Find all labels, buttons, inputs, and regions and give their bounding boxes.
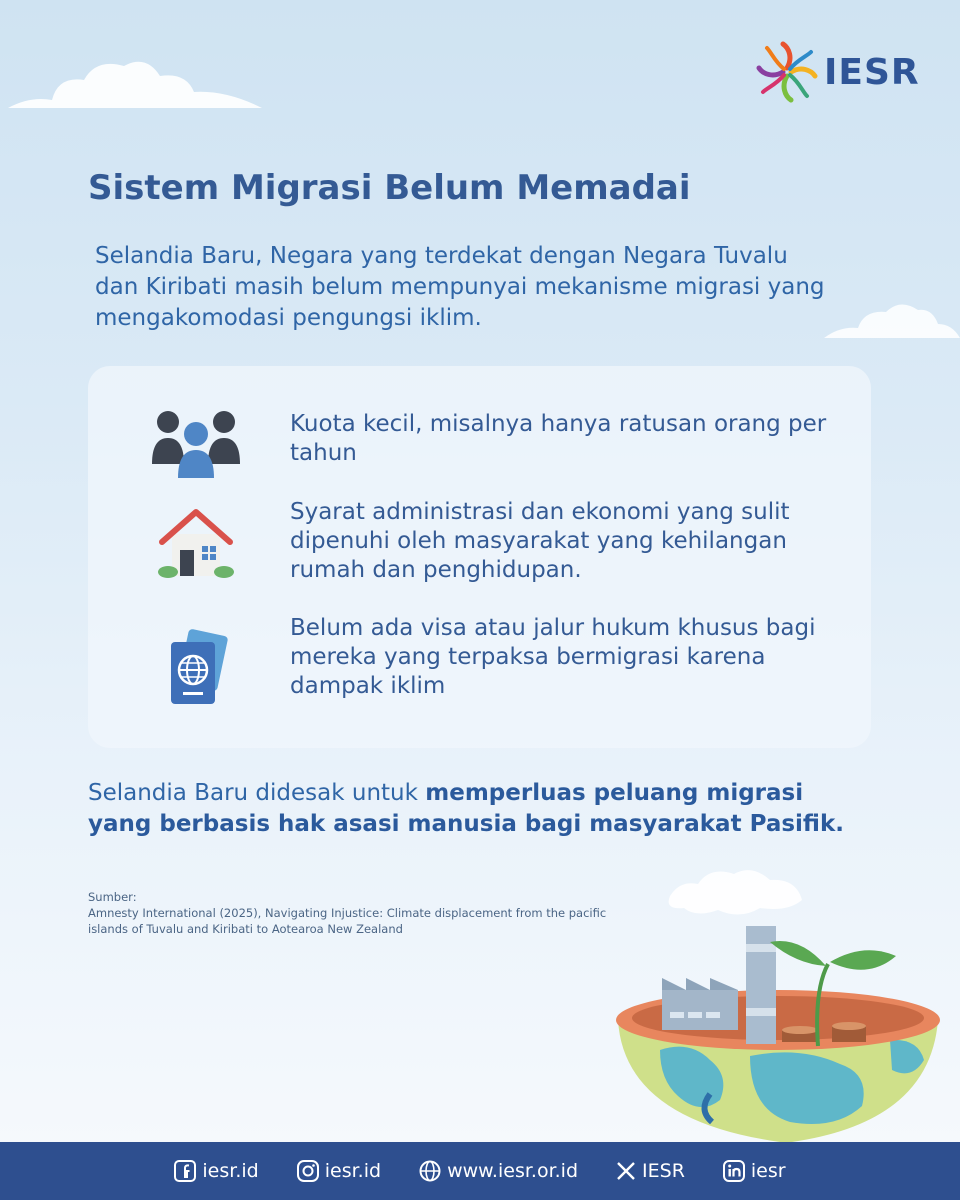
footer-linkedin[interactable] [723, 1160, 786, 1182]
x-logo-icon [616, 1161, 636, 1181]
footer-instagram[interactable] [297, 1160, 381, 1182]
source-text: Amnesty International (2025), Navigating Injustice: Climate displacement from the pacific islands of Tuvalu and Kiribati to Aotearoa New Zealand [88, 906, 607, 936]
source-label: Sumber: [88, 890, 137, 904]
source-citation [88, 889, 608, 937]
footer-linkedin-label: iesr [750, 1160, 786, 1182]
logo-text: IESR [824, 51, 920, 93]
passport-icon [146, 628, 246, 708]
globe-icon [419, 1160, 441, 1182]
item-text: Belum ada visa atau jalur hukum khusus bagi mereka yang terpaksa bermigrasi karena dampak iklim [290, 615, 816, 699]
footer-facebook[interactable] [174, 1160, 258, 1182]
house-icon [146, 502, 246, 582]
intro-paragraph: Selandia Baru, Negara yang terdekat dengan Negara Tuvalu dan Kiribati masih belum mempunyai mekanisme migrasi yang mengakomodasi pengungsi iklim. [95, 243, 825, 331]
footer-facebook-label: iesr.id [202, 1160, 259, 1182]
iesr-logo-mark-icon [756, 41, 818, 103]
iesr-logo [756, 38, 926, 106]
item-text: Syarat administrasi dan ekonomi yang sulit dipenuhi oleh masyarakat yang kehilangan rumah dan penghidupan. [290, 499, 790, 583]
conclusion-prefix: Selandia Baru didesak untuk [88, 780, 426, 806]
item-text: Kuota kecil, misalnya hanya ratusan orang per tahun [290, 411, 827, 466]
facebook-icon [174, 1160, 196, 1182]
linkedin-icon [723, 1160, 745, 1182]
page-title: Sistem Migrasi Belum Memadai [88, 168, 691, 208]
people-group-icon [146, 404, 246, 484]
conclusion-paragraph [88, 778, 848, 840]
instagram-icon [297, 1160, 319, 1182]
cloud-top-left-illustration [0, 50, 270, 120]
conclusion-emphasis: memperluas peluang migrasi yang berbasis hak asasi manusia bagi masyarakat Pasifik. [88, 780, 844, 837]
footer-website[interactable] [419, 1160, 578, 1182]
footer-bar [0, 1142, 960, 1200]
issues-card [88, 366, 871, 748]
footer-x[interactable] [616, 1160, 685, 1182]
footer-x-label: IESR [642, 1160, 685, 1182]
footer-instagram-label: iesr.id [324, 1160, 382, 1182]
footer-website-label: www.iesr.or.id [447, 1160, 579, 1182]
cloud-right-illustration [820, 298, 960, 344]
globe-factory-illustration [600, 860, 960, 1142]
